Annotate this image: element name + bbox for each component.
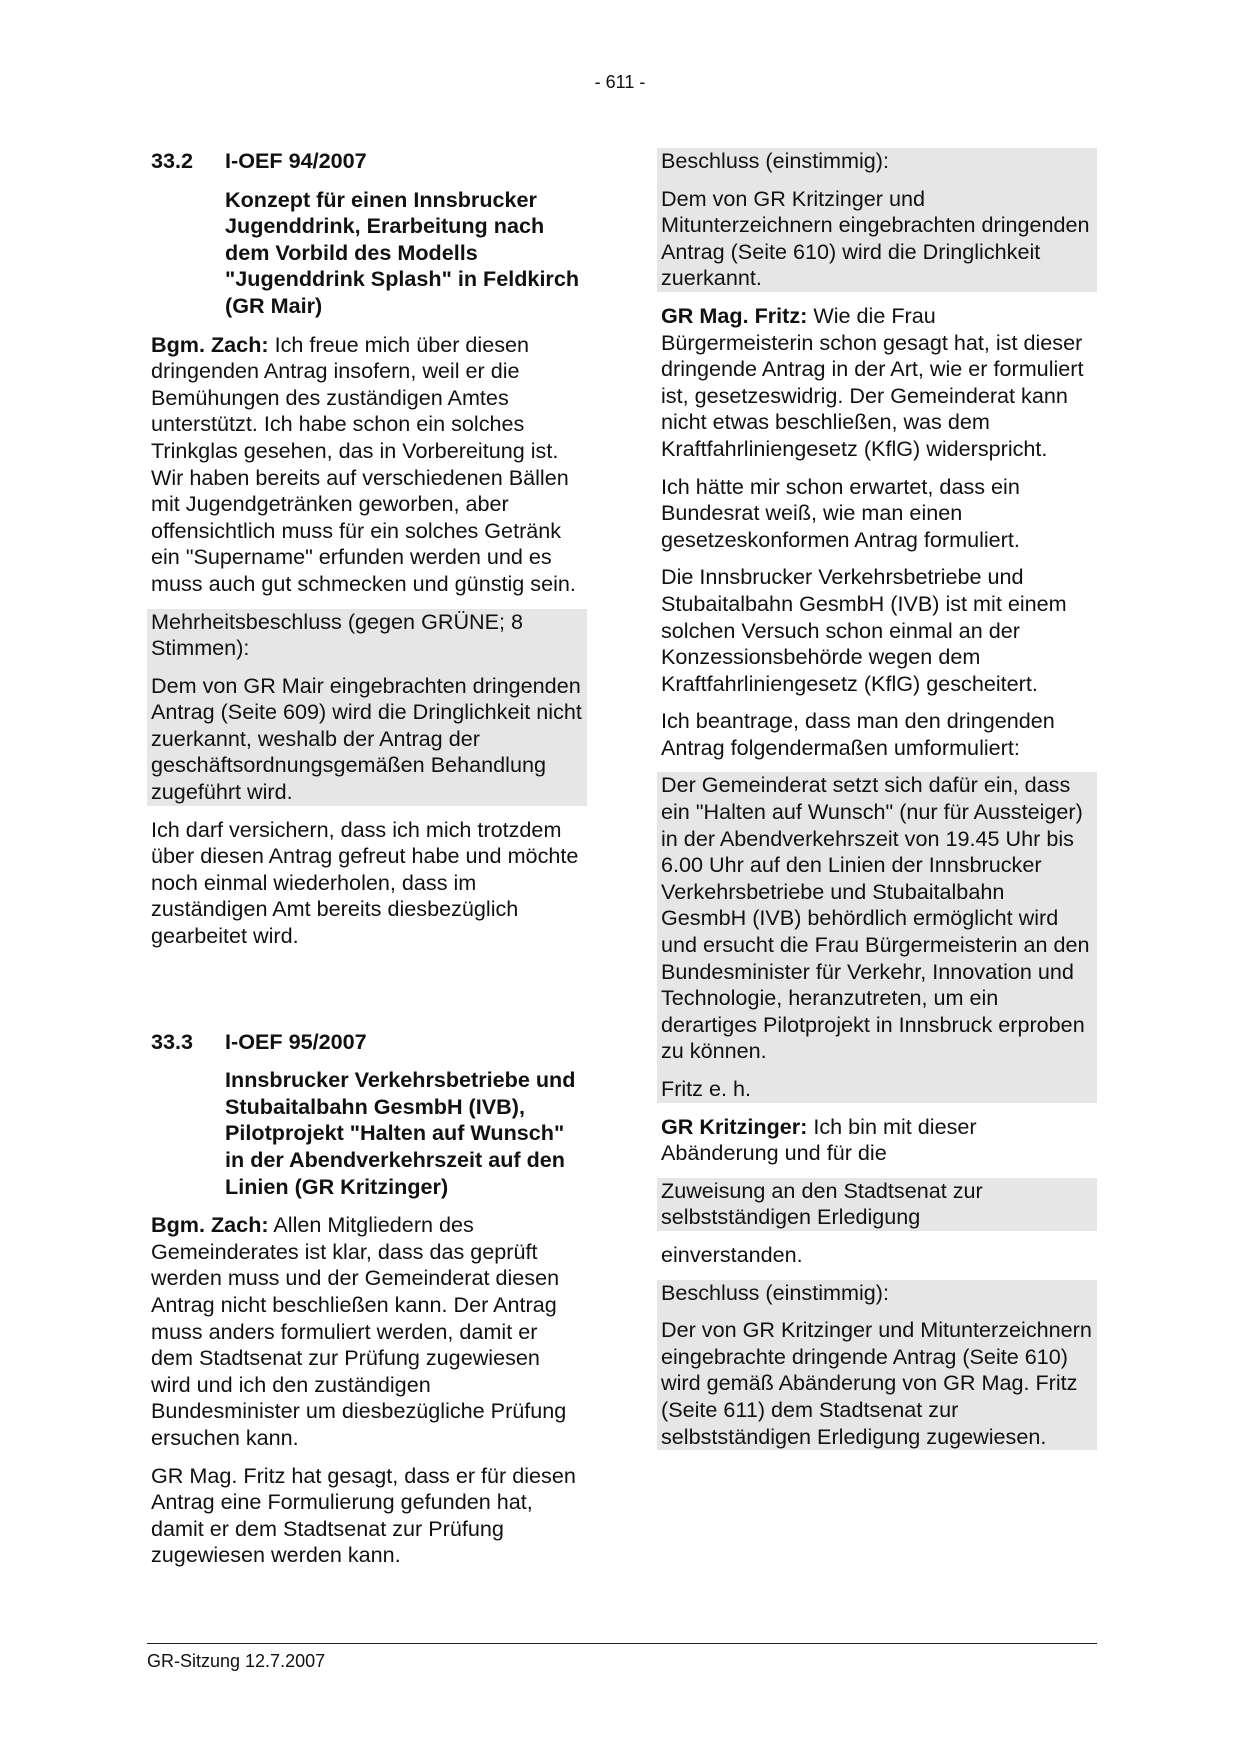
resolution-text: Der von GR Kritzinger und Mitunterzeichnern eingebrachte dringende Antrag (Seite 610) wird gemäß Abänderung von GR Mag. Fritz (Seite 611) dem Stadtsenat zur selbstständigen Erledigung zugewiesen. <box>657 1306 1097 1450</box>
resolution-heading: Beschluss (einstimmig): <box>657 1280 1097 1307</box>
paragraph: einverstanden. <box>661 1241 803 1267</box>
speaker-name: GR Mag. Fritz: <box>661 302 808 328</box>
motion-text: Der Gemeinderat setzt sich dafür ein, dass ein "Halten auf Wunsch" (nur für Aussteiger) in der Abendverkehrszeit von 19.45 Uhr bis 6.00 Uhr auf den Linien der Innsbrucker Verkehrsbetriebe und Stubaitalbahn GesmbH (IVB) behördlich ermöglicht wird und ersucht die Frau Bürgermeisterin an den Bundesminister für Verkehr, Innovation und Technologie, heranzutreten, um ein derartiges Pilotprojekt in Innsbruck erproben zu können. <box>657 772 1097 1065</box>
assignment-text: Zuweisung an den Stadtsenat zur selbstständigen Erledigung <box>657 1178 1097 1231</box>
section-number: 33.3 <box>151 1028 194 1054</box>
speech-text: Allen Mitgliedern des Gemeinderates ist klar, dass das geprüft werden muss und der Gemeinderat diesen Antrag nicht beschließen kann. Der Antrag muss anders formuliert werden, damit er dem Stadtsenat zur Prüfung zugewiesen wird und ich den zuständigen Bundesminister um diesbezügliche Prüfung ersuchen kann. <box>151 1212 567 1450</box>
speech-paragraph <box>657 1114 1097 1167</box>
speaker-name: Bgm. Zach: <box>151 1212 269 1238</box>
speech-paragraph <box>147 1212 587 1451</box>
speech-paragraph <box>657 303 1097 463</box>
section-code: I-OEF 95/2007 <box>225 1028 367 1054</box>
resolution-heading: Mehrheitsbeschluss (gegen GRÜNE; 8 Stimmen): <box>147 609 587 662</box>
section-heading-33-3 <box>147 1029 587 1056</box>
left-column <box>147 148 587 1580</box>
paragraph: Ich hätte mir schon erwartet, dass ein Bundesrat weiß, wie man einen gesetzeskonformen Antrag formuliert. <box>661 473 1020 552</box>
resolution-heading: Beschluss (einstimmig): <box>657 148 1097 175</box>
speaker-name: GR Kritzinger: <box>661 1113 808 1139</box>
right-column <box>657 148 1097 1461</box>
section-title: Konzept für einen Innsbrucker Jugenddrink, Erarbeitung nach dem Vorbild des Modells "Jugenddrink Splash" in Feldkirch (GR Mair) <box>225 186 580 318</box>
section-spacer <box>147 961 587 1029</box>
resolution-text: Dem von GR Kritzinger und Mitunterzeichnern eingebrachten dringenden Antrag (Seite 610) wird die Dringlichkeit zuerkannt. <box>657 175 1097 292</box>
speech-text: Ich freue mich über diesen dringenden Antrag insofern, weil er die Bemühungen des zuständigen Amtes unterstützt. Ich habe schon ein solches Trinkglas gesehen, das in Vorbereitung ist. Wir haben bereits auf verschiedenen Bällen mit Jugendgetränken geworben, aber offensichtlich muss für ein solches Getränk ein "Supername" erfunden werden und es muss auch gut schmecken und günstig sein. <box>151 331 576 596</box>
section-number: 33.2 <box>151 148 194 173</box>
page-number: - 611 - <box>594 72 646 92</box>
paragraph: GR Mag. Fritz hat gesagt, dass er für diesen Antrag eine Formulierung gefunden hat, damit er dem Stadtsenat zur Prüfung zugewiesen werden kann. <box>151 1462 576 1568</box>
speaker-name: Bgm. Zach: <box>151 331 269 357</box>
motion-author: Fritz e. h. <box>657 1065 1097 1103</box>
paragraph: Ich darf versichern, dass ich mich trotzdem über diesen Antrag gefreut habe und möchte noch einmal wiederholen, dass im zuständigen Amt bereits diesbezüglich gearbeitet wird. <box>151 816 579 949</box>
footer-text: GR-Sitzung 12.7.2007 <box>147 1651 326 1671</box>
speech-text: Wie die Frau Bürgermeisterin schon gesagt hat, ist dieser dringende Antrag in der Art, wie er formuliert ist, gesetzeswidrig. Der Gemeinderat kann nicht etwas beschließen, was dem Kraftfahrliniengesetz (KflG) widerspricht. <box>661 302 1084 461</box>
footer-divider <box>147 1643 1097 1644</box>
paragraph: Die Innsbrucker Verkehrsbetriebe und Stubaitalbahn GesmbH (IVB) ist mit einem solchen Versuch schon einmal an der Konzessionsbehörde wegen dem Kraftfahrliniengesetz (KflG) gescheitert. <box>661 564 1067 696</box>
paragraph: Ich beantrage, dass man den dringenden Antrag folgendermaßen umformuliert: <box>661 708 1055 760</box>
resolution-text: Dem von GR Mair eingebrachten dringenden Antrag (Seite 609) wird die Dringlichkeit nicht zuerkannt, weshalb der Antrag der geschäftsordnungsgemäßen Behandlung zugeführt wird. <box>147 662 587 806</box>
section-heading-33-2 <box>147 148 587 175</box>
speech-paragraph <box>147 332 587 598</box>
section-title: Innsbrucker Verkehrsbetriebe und Stubaitalbahn GesmbH (IVB), Pilotprojekt "Halten auf Wunsch" in der Abendverkehrszeit auf den Linien (GR Kritzinger) <box>225 1067 576 1199</box>
speech-text: Ich bin mit dieser Abänderung und für die <box>661 1113 977 1166</box>
section-code: I-OEF 94/2007 <box>225 148 367 173</box>
